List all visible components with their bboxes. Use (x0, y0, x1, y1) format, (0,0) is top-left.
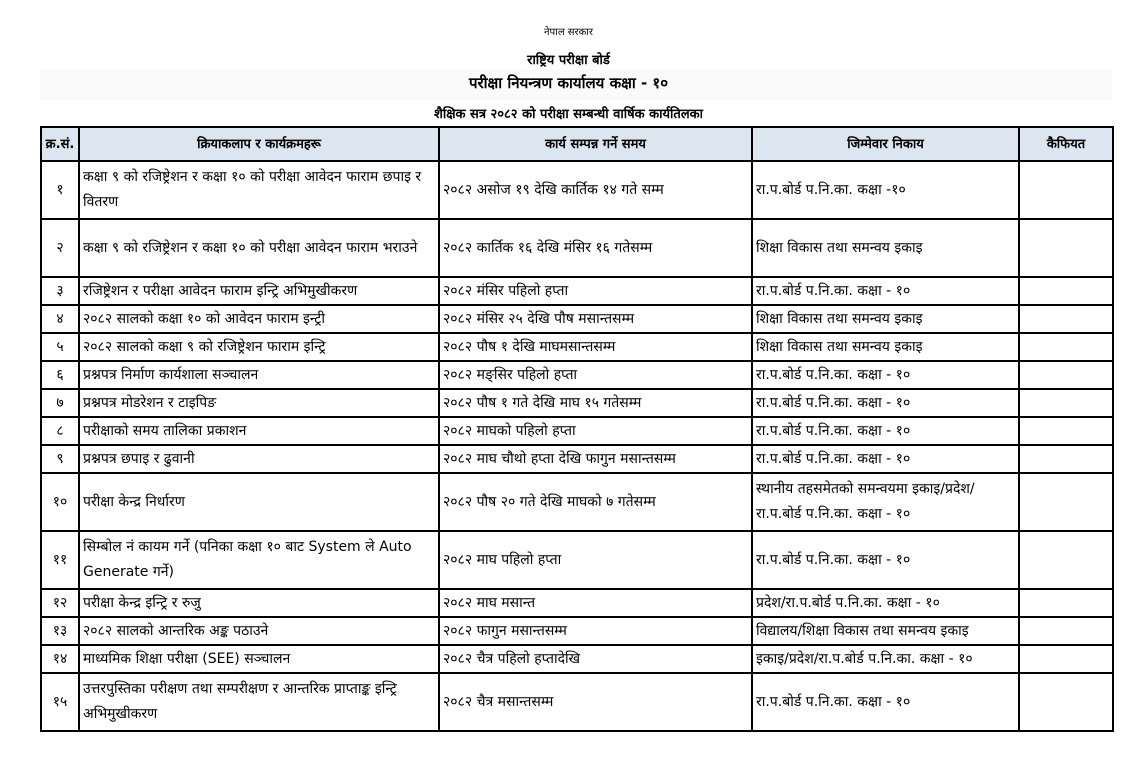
time-cell: २०८२ माघको पहिलो हप्ता (439, 417, 752, 445)
table-row (41, 417, 1113, 445)
table-row (41, 445, 1113, 473)
activity-cell: २०८२ सालको कक्षा ९ को रजिष्ट्रेशन फाराम इन्ट्रि (79, 333, 439, 361)
time-cell: २०८२ असोज १९ देखि कार्तिक १४ गते सम्म (439, 161, 752, 219)
serial-cell: १० (41, 473, 79, 531)
table-row (41, 161, 1113, 219)
remarks-cell (1019, 473, 1113, 531)
serial-cell: १३ (41, 617, 79, 645)
serial-cell: १५ (41, 673, 79, 731)
table-row (41, 473, 1113, 531)
table-row (41, 277, 1113, 305)
table-row (41, 589, 1113, 617)
table-row (41, 361, 1113, 389)
serial-cell: ११ (41, 531, 79, 589)
activity-cell: २०८२ सालको कक्षा १० को आवेदन फाराम इन्ट्री (79, 305, 439, 333)
remarks-cell (1019, 673, 1113, 731)
column-header-responsible: जिम्मेवार निकाय (752, 127, 1019, 161)
remarks-cell (1019, 333, 1113, 361)
serial-cell: १ (41, 161, 79, 219)
responsible-cell: शिक्षा विकास तथा समन्वय इकाइ (752, 333, 1019, 361)
time-cell: २०८२ माघ चौथो हप्ता देखि फागुन मसान्तसम्म (439, 445, 752, 473)
remarks-cell (1019, 305, 1113, 333)
responsible-cell: रा.प.बोर्ड प.नि.का. कक्षा - १० (752, 361, 1019, 389)
table-header-row (41, 127, 1113, 161)
time-cell: २०८२ पौष २० गते देखि माघको ७ गतेसम्म (439, 473, 752, 531)
time-cell: २०८२ मङ्सिर पहिलो हप्ता (439, 361, 752, 389)
time-cell: २०८२ फागुन मसान्तसम्म (439, 617, 752, 645)
serial-cell: ४ (41, 305, 79, 333)
responsible-cell: रा.प.बोर्ड प.नि.का. कक्षा - १० (752, 389, 1019, 417)
time-cell: २०८२ चैत्र पहिलो हप्तादेखि (439, 645, 752, 673)
column-header-activity: क्रियाकलाप र कार्यक्रमहरू (79, 127, 439, 161)
serial-cell: १४ (41, 645, 79, 673)
activity-cell: कक्षा ९ को रजिष्ट्रेशन र कक्षा १० को परीक्षा आवेदन फाराम छपाइ र वितरण (79, 161, 439, 219)
remarks-cell (1019, 277, 1113, 305)
activity-cell: परीक्षा केन्द्र निर्धारण (79, 473, 439, 531)
remarks-cell (1019, 389, 1113, 417)
activity-cell: सिम्बोल नं कायम गर्ने (पनिका कक्षा १० बाट System ले Auto Generate गर्ने) (79, 531, 439, 589)
activity-cell: प्रश्नपत्र मोडरेशन र टाइपिङ (79, 389, 439, 417)
remarks-cell (1019, 417, 1113, 445)
remarks-cell (1019, 219, 1113, 277)
table-row (41, 333, 1113, 361)
table-row (41, 305, 1113, 333)
responsible-cell: रा.प.बोर्ड प.नि.का. कक्षा -१० (752, 161, 1019, 219)
responsible-cell: शिक्षा विकास तथा समन्वय इकाइ (752, 219, 1019, 277)
responsible-cell: रा.प.बोर्ड प.नि.का. कक्षा - १० (752, 417, 1019, 445)
board-name: राष्ट्रिय परीक्षा बोर्ड (527, 53, 610, 68)
activity-cell: परीक्षा केन्द्र इन्ट्रि र रुजु (79, 589, 439, 617)
time-cell: २०८२ मंसिर पहिलो हप्ता (439, 277, 752, 305)
activity-cell: प्रश्नपत्र निर्माण कार्यशाला सञ्चालन (79, 361, 439, 389)
activity-cell: २०८२ सालको आन्तरिक अङ्क पठाउने (79, 617, 439, 645)
responsible-cell: रा.प.बोर्ड प.नि.का. कक्षा - १० (752, 531, 1019, 589)
serial-cell: ९ (41, 445, 79, 473)
serial-cell: ६ (41, 361, 79, 389)
time-cell: २०८२ माघ पहिलो हप्ता (439, 531, 752, 589)
activity-cell: रजिष्ट्रेशन र परीक्षा आवेदन फाराम इन्ट्रि अभिमुखीकरण (79, 277, 439, 305)
activity-cell: माध्यमिक शिक्षा परीक्षा (SEE) सञ्चालन (79, 645, 439, 673)
column-header-serial: क्र.सं. (41, 127, 79, 161)
time-cell: २०८२ मंसिर २५ देखि पौष मसान्तसम्म (439, 305, 752, 333)
remarks-cell (1019, 445, 1113, 473)
remarks-cell (1019, 645, 1113, 673)
column-header-time: कार्य सम्पन्न गर्ने समय (439, 127, 752, 161)
time-cell: २०८२ कार्तिक १६ देखि मंसिर १६ गतेसम्म (439, 219, 752, 277)
activity-cell: परीक्षाको समय तालिका प्रकाशन (79, 417, 439, 445)
table-row (41, 219, 1113, 277)
table-row (41, 645, 1113, 673)
office-name: परीक्षा नियन्त्रण कार्यालय कक्षा - १० (468, 74, 669, 92)
remarks-cell (1019, 531, 1113, 589)
time-cell: २०८२ माघ मसान्त (439, 589, 752, 617)
remarks-cell (1019, 589, 1113, 617)
government-name: नेपाल सरकार (544, 27, 593, 38)
responsible-cell: स्थानीय तहसमेतको समन्वयमा इकाइ/प्रदेश/रा.प.बोर्ड प.नि.का. कक्षा - १० (752, 473, 1019, 531)
remarks-cell (1019, 361, 1113, 389)
calendar-title: शैक्षिक सत्र २०८२ को परीक्षा सम्बन्धी वार्षिक कार्यतिलका (434, 107, 703, 122)
time-cell: २०८२ पौष १ गते देखि माघ १५ गतेसम्म (439, 389, 752, 417)
table-row (41, 673, 1113, 731)
serial-cell: ३ (41, 277, 79, 305)
column-header-remarks: कैफियत (1019, 127, 1113, 161)
responsible-cell: रा.प.बोर्ड प.नि.का. कक्षा - १० (752, 277, 1019, 305)
time-cell: २०८२ चैत्र मसान्तसम्म (439, 673, 752, 731)
annual-calendar-table (40, 126, 1114, 732)
activity-cell: कक्षा ९ को रजिष्ट्रेशन र कक्षा १० को परीक्षा आवेदन फाराम भराउने (79, 219, 439, 277)
serial-cell: ५ (41, 333, 79, 361)
responsible-cell: शिक्षा विकास तथा समन्वय इकाइ (752, 305, 1019, 333)
table-row (41, 617, 1113, 645)
serial-cell: १२ (41, 589, 79, 617)
remarks-cell (1019, 617, 1113, 645)
remarks-cell (1019, 161, 1113, 219)
activity-cell: उत्तरपुस्तिका परीक्षण तथा सम्परीक्षण र आन्तरिक प्राप्ताङ्क इन्ट्रि अभिमुखीकरण (79, 673, 439, 731)
responsible-cell: रा.प.बोर्ड प.नि.का. कक्षा - १० (752, 445, 1019, 473)
serial-cell: ७ (41, 389, 79, 417)
serial-cell: २ (41, 219, 79, 277)
responsible-cell: इकाइ/प्रदेश/रा.प.बोर्ड प.नि.का. कक्षा - १० (752, 645, 1019, 673)
serial-cell: ८ (41, 417, 79, 445)
responsible-cell: प्रदेश/रा.प.बोर्ड प.नि.का. कक्षा - १० (752, 589, 1019, 617)
table-row (41, 389, 1113, 417)
activity-cell: प्रश्नपत्र छपाइ र ढुवानी (79, 445, 439, 473)
table-row (41, 531, 1113, 589)
responsible-cell: विद्यालय/शिक्षा विकास तथा समन्वय इकाइ (752, 617, 1019, 645)
time-cell: २०८२ पौष १ देखि माघमसान्तसम्म (439, 333, 752, 361)
responsible-cell: रा.प.बोर्ड प.नि.का. कक्षा - १० (752, 673, 1019, 731)
